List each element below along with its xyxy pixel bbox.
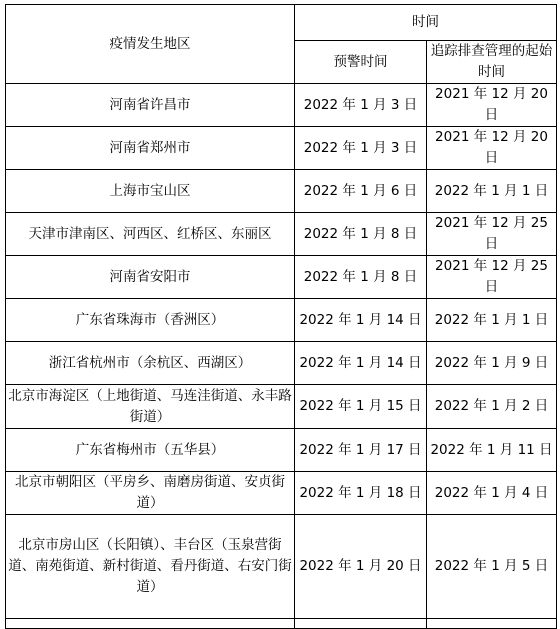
region-cell: 河南省安阳市	[6, 256, 295, 299]
table-row	[6, 429, 557, 472]
start-cell: 2022 年 1 月 4 日	[427, 472, 557, 515]
region-cell: 河南省许昌市	[6, 84, 295, 127]
warning-cell: 2022 年 1 月 3 日	[295, 84, 427, 127]
warning-cell: 2022 年 1 月 20 日	[295, 515, 427, 619]
warning-cell: 2022 年 1 月 8 日	[295, 213, 427, 256]
warning-cell: 2022 年 1 月 15 日	[295, 385, 427, 429]
warning-cell: 2022 年 1 月 14 日	[295, 342, 427, 385]
header-row-1	[6, 5, 557, 41]
start-cell: 2021 年 12 月 25 日	[427, 256, 557, 299]
header-warning-time: 预警时间	[295, 41, 427, 84]
table-row	[6, 256, 557, 299]
region-cell: 广东省珠海市（香洲区）	[6, 299, 295, 342]
region-cell: 天津市津南区、河西区、红桥区、东丽区	[6, 213, 295, 256]
region-cell: 北京市朝阳区（平房乡、南磨房街道、安贞街道）	[6, 472, 295, 515]
start-cell: 2021 年 12 月 20 日	[427, 127, 557, 170]
table-row	[6, 170, 557, 213]
region-cell: 河南省郑州市	[6, 127, 295, 170]
start-cell: 2022 年 1 月 9 日	[427, 342, 557, 385]
warning-cell: 2022 年 1 月 18 日	[295, 472, 427, 515]
warning-cell: 2022 年 1 月 3 日	[295, 127, 427, 170]
region-cell: 北京市房山区（长阳镇）、丰台区（玉泉营街道、南苑街道、新村街道、看丹街道、右安门街道）	[6, 515, 295, 619]
start-cell: 2022 年 1 月 1 日	[427, 299, 557, 342]
epidemic-time-table	[5, 4, 557, 629]
region-cell: 北京市海淀区（上地街道、马连洼街道、永丰路街道）	[6, 385, 295, 429]
region-cell: 浙江省杭州市（余杭区、西湖区）	[6, 342, 295, 385]
header-tracking-start: 追踪排查管理的起始时间	[427, 41, 557, 84]
header-time: 时间	[295, 5, 557, 41]
table-row	[6, 127, 557, 170]
table-row	[6, 472, 557, 515]
start-cell	[427, 619, 557, 629]
start-cell: 2022 年 1 月 2 日	[427, 385, 557, 429]
table-row	[6, 342, 557, 385]
region-cell: 广东省梅州市（五华县）	[6, 429, 295, 472]
start-cell: 2022 年 1 月 5 日	[427, 515, 557, 619]
warning-cell: 2022 年 1 月 8 日	[295, 256, 427, 299]
table-row	[6, 213, 557, 256]
start-cell: 2022 年 1 月 11 日	[427, 429, 557, 472]
region-cell	[6, 619, 295, 629]
warning-cell: 2022 年 1 月 6 日	[295, 170, 427, 213]
table-row	[6, 299, 557, 342]
table-row	[6, 515, 557, 619]
start-cell: 2022 年 1 月 1 日	[427, 170, 557, 213]
start-cell: 2021 年 12 月 20 日	[427, 84, 557, 127]
header-region: 疫情发生地区	[6, 5, 295, 84]
table-row	[6, 385, 557, 429]
table-row	[6, 84, 557, 127]
warning-cell: 2022 年 1 月 14 日	[295, 299, 427, 342]
region-cell: 上海市宝山区	[6, 170, 295, 213]
table-row-partial	[6, 619, 557, 629]
warning-cell: 2022 年 1 月 17 日	[295, 429, 427, 472]
start-cell: 2021 年 12 月 25 日	[427, 213, 557, 256]
warning-cell	[295, 619, 427, 629]
